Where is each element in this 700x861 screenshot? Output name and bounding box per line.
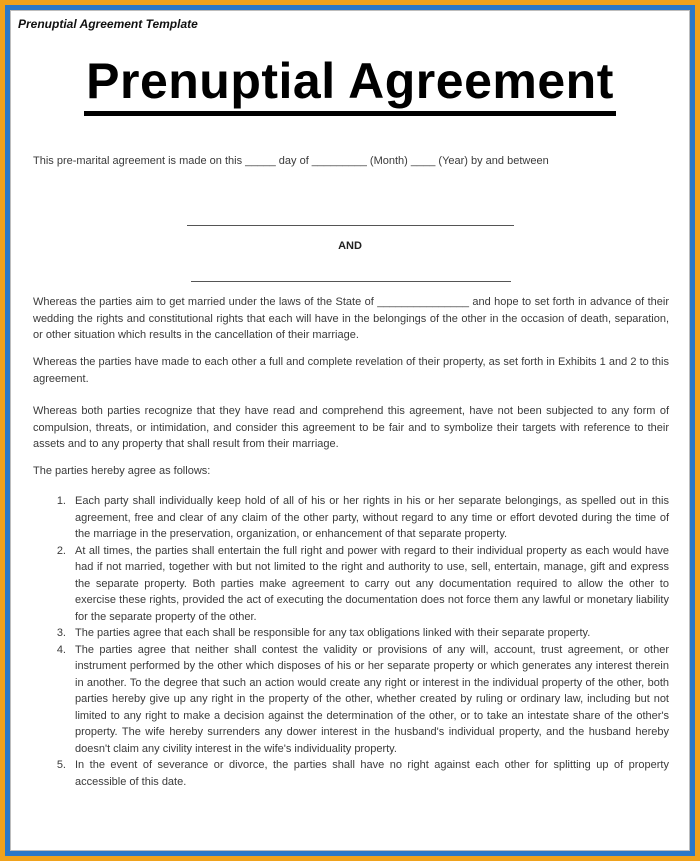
whereas-disclosure-paragraph: Whereas the parties have made to each other a full and complete revelation of their property, as set forth in Exhibits 1 and 2 to this agreement. <box>33 356 669 385</box>
clause-number: 4. <box>56 643 66 656</box>
document-page <box>10 10 690 851</box>
clause-number: 2. <box>56 544 66 557</box>
clause-item <box>33 493 669 543</box>
clause-number: 1. <box>56 495 66 507</box>
title-block <box>11 53 689 116</box>
intro-line: This pre-marital agreement is made on this _____ day of _________ (Month) ____ (Year) by and between <box>33 155 549 167</box>
and-label: AND <box>338 240 362 252</box>
clause-number: 5. <box>56 759 66 771</box>
template-label: Prenuptial Agreement Template <box>18 17 198 31</box>
page-title: Prenuptial Agreement <box>84 53 616 116</box>
clause-item <box>33 642 669 758</box>
clause-item <box>33 625 669 642</box>
clause-text: Each party shall individually keep hold of all of his or her rights in his or her separate belongings, as spelled out in this agreement, free and clear of any claim of the other party, without regard to any time or effort devoted during the time of the marriage in the preservation, organization, or enhancement of that separate property. <box>75 495 669 540</box>
agreement-intro: The parties hereby agree as follows: <box>33 465 211 477</box>
whereas-understanding-paragraph: Whereas both parties recognize that they have read and comprehend this agreement, have not been subjected to any form of compulsion, threats, or intimidation, and consider this agreement to be fair and to symbolize their targets with reference to their assets and to any property that shall result from their marriage. <box>33 405 669 450</box>
signature-line-party-2 <box>191 281 511 282</box>
whereas-marriage-paragraph: Whereas the parties aim to get married under the laws of the State of _______________ and hope to set forth in advance of their wedding the rights and constitutional rights that each will have in the belongings of the other in the occasion of death, separation, or other situation which results in the cancellation of their marriage. <box>33 296 669 341</box>
clause-text: In the event of severance or divorce, the parties shall have no right against each other for splitting up of property accessible of this date. <box>75 759 669 788</box>
clause-text: The parties agree that neither shall contest the validity or provisions of any will, account, trust agreement, or other instrument performed by the other which disposes of his or her separate property or which generates any interest therein in another. To the degree that such an action would create any right or interest in the individual property of the other, both parties hereby give up any right in the property of the other, whether created by ruling or ordinary law, including but not limited to any right to make a decision against the determination of the other, or to take an intestate share of the other's property. The wife hereby surrenders any dower interest in the husband's individual property, and the husband hereby doesn't claim any civility interest in the wife's individuality property. <box>75 643 669 755</box>
clause-number: 3. <box>56 627 66 639</box>
clause-text: The parties agree that each shall be responsible for any tax obligations linked with their separate property. <box>75 627 591 639</box>
clause-list <box>33 493 669 790</box>
clause-item <box>33 757 669 790</box>
clause-item <box>33 543 669 626</box>
signature-line-party-1 <box>187 225 514 226</box>
clause-text: At all times, the parties shall entertain the full right and power with regard to their individual property as each would have had if not married, together with but not limited to the right and authority to use, sell, entertain, manage, gift and express the separate property. Both parties make agreement to carry out any documentation required to allow the other to exercise these rights, provided the act of executing the documentation does not force them any lawful or monetary liability for the separate property of the other. <box>75 544 669 623</box>
